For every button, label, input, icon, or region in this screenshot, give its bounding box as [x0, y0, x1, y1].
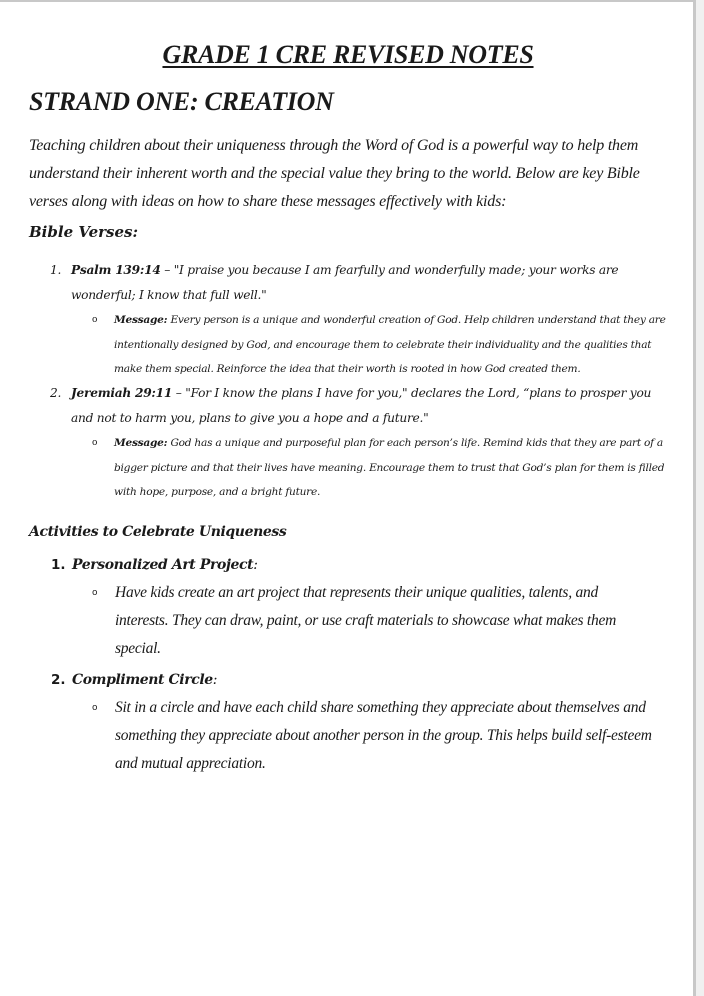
activity-colon: : — [253, 557, 258, 573]
bullet-circle-icon: o — [92, 315, 98, 325]
activities-heading: Activities to Celebrate Uniqueness — [29, 524, 287, 540]
message-body — [92, 431, 677, 505]
bullet-circle-icon: o — [92, 588, 98, 598]
verse-text: "For I know the plans I have for you," declares the Lord, “plans to prosper you and not to harm you, plans to give you a hope and a future." — [71, 386, 652, 425]
document-title: GRADE 1 CRE REVISED NOTES — [162, 40, 534, 69]
list-number: 1. — [50, 263, 62, 277]
list-number: 2. — [50, 386, 62, 400]
verse-body — [50, 381, 670, 431]
description-text: Have kids create an art project that represents their unique qualities, talents, and interests. They can draw, paint, or use craft materials to showcase what makes them special. — [115, 584, 617, 657]
intro-paragraph: Teaching children about their uniqueness through the Word of God is a powerful way to help them understand their inherent worth and the special value they bring to the world. Below are key Bible verses along with ideas on how to share these messages effectively with kids: — [29, 137, 640, 210]
activity-item-2 — [51, 669, 217, 691]
message-label: Message: — [114, 314, 168, 326]
verse-reference: Psalm 139:14 — [71, 263, 161, 277]
message-text: Every person is a unique and wonderful creation of God. Help children understand that they are intentionally designed by God, and encourage them to celebrate their individuality and the qualities that make them special. Reinforce the idea that their worth is rooted in how God created them. — [114, 314, 666, 375]
list-number: 1. — [51, 557, 66, 573]
description-text: Sit in a circle and have each child share something they appreciate about themselves and something they appreciate about another person in the group. This helps build self-esteem and mutual appreciation. — [115, 699, 652, 772]
activity-colon: : — [212, 672, 218, 688]
activity-name: Compliment Circle — [72, 672, 213, 688]
verse-item-2 — [50, 381, 670, 431]
list-number: 2. — [51, 672, 66, 688]
activity-description-1 — [92, 579, 652, 663]
bible-verses-heading: Bible Verses: — [29, 223, 139, 241]
verse-body — [50, 258, 670, 308]
message-label: Message: — [114, 437, 168, 449]
verse-reference: Jeremiah 29:11 — [71, 386, 173, 400]
verse-separator: – — [160, 263, 174, 277]
activity-description-2 — [92, 694, 652, 778]
message-text: God has a unique and purposeful plan for each person’s life. Remind kids that they are part of a bigger picture and that their lives have meaning. Encourage them to trust that God’s plan for them is filled with hope, purpose, and a bright future. — [114, 437, 665, 498]
verse-message-1 — [92, 308, 677, 382]
activity-name: Personalized Art Project — [72, 557, 254, 573]
verse-message-2 — [92, 431, 677, 505]
bullet-circle-icon: o — [92, 438, 98, 448]
verse-text: "I praise you because I am fearfully and wonderfully made; your works are wonderful; I know that full well." — [71, 263, 619, 302]
verse-item-1 — [50, 258, 670, 308]
bullet-circle-icon: o — [92, 703, 98, 713]
message-body — [92, 308, 677, 382]
activity-item-1 — [51, 554, 258, 576]
strand-heading: STRAND ONE: CREATION — [29, 87, 334, 116]
verse-separator: – — [172, 386, 186, 400]
